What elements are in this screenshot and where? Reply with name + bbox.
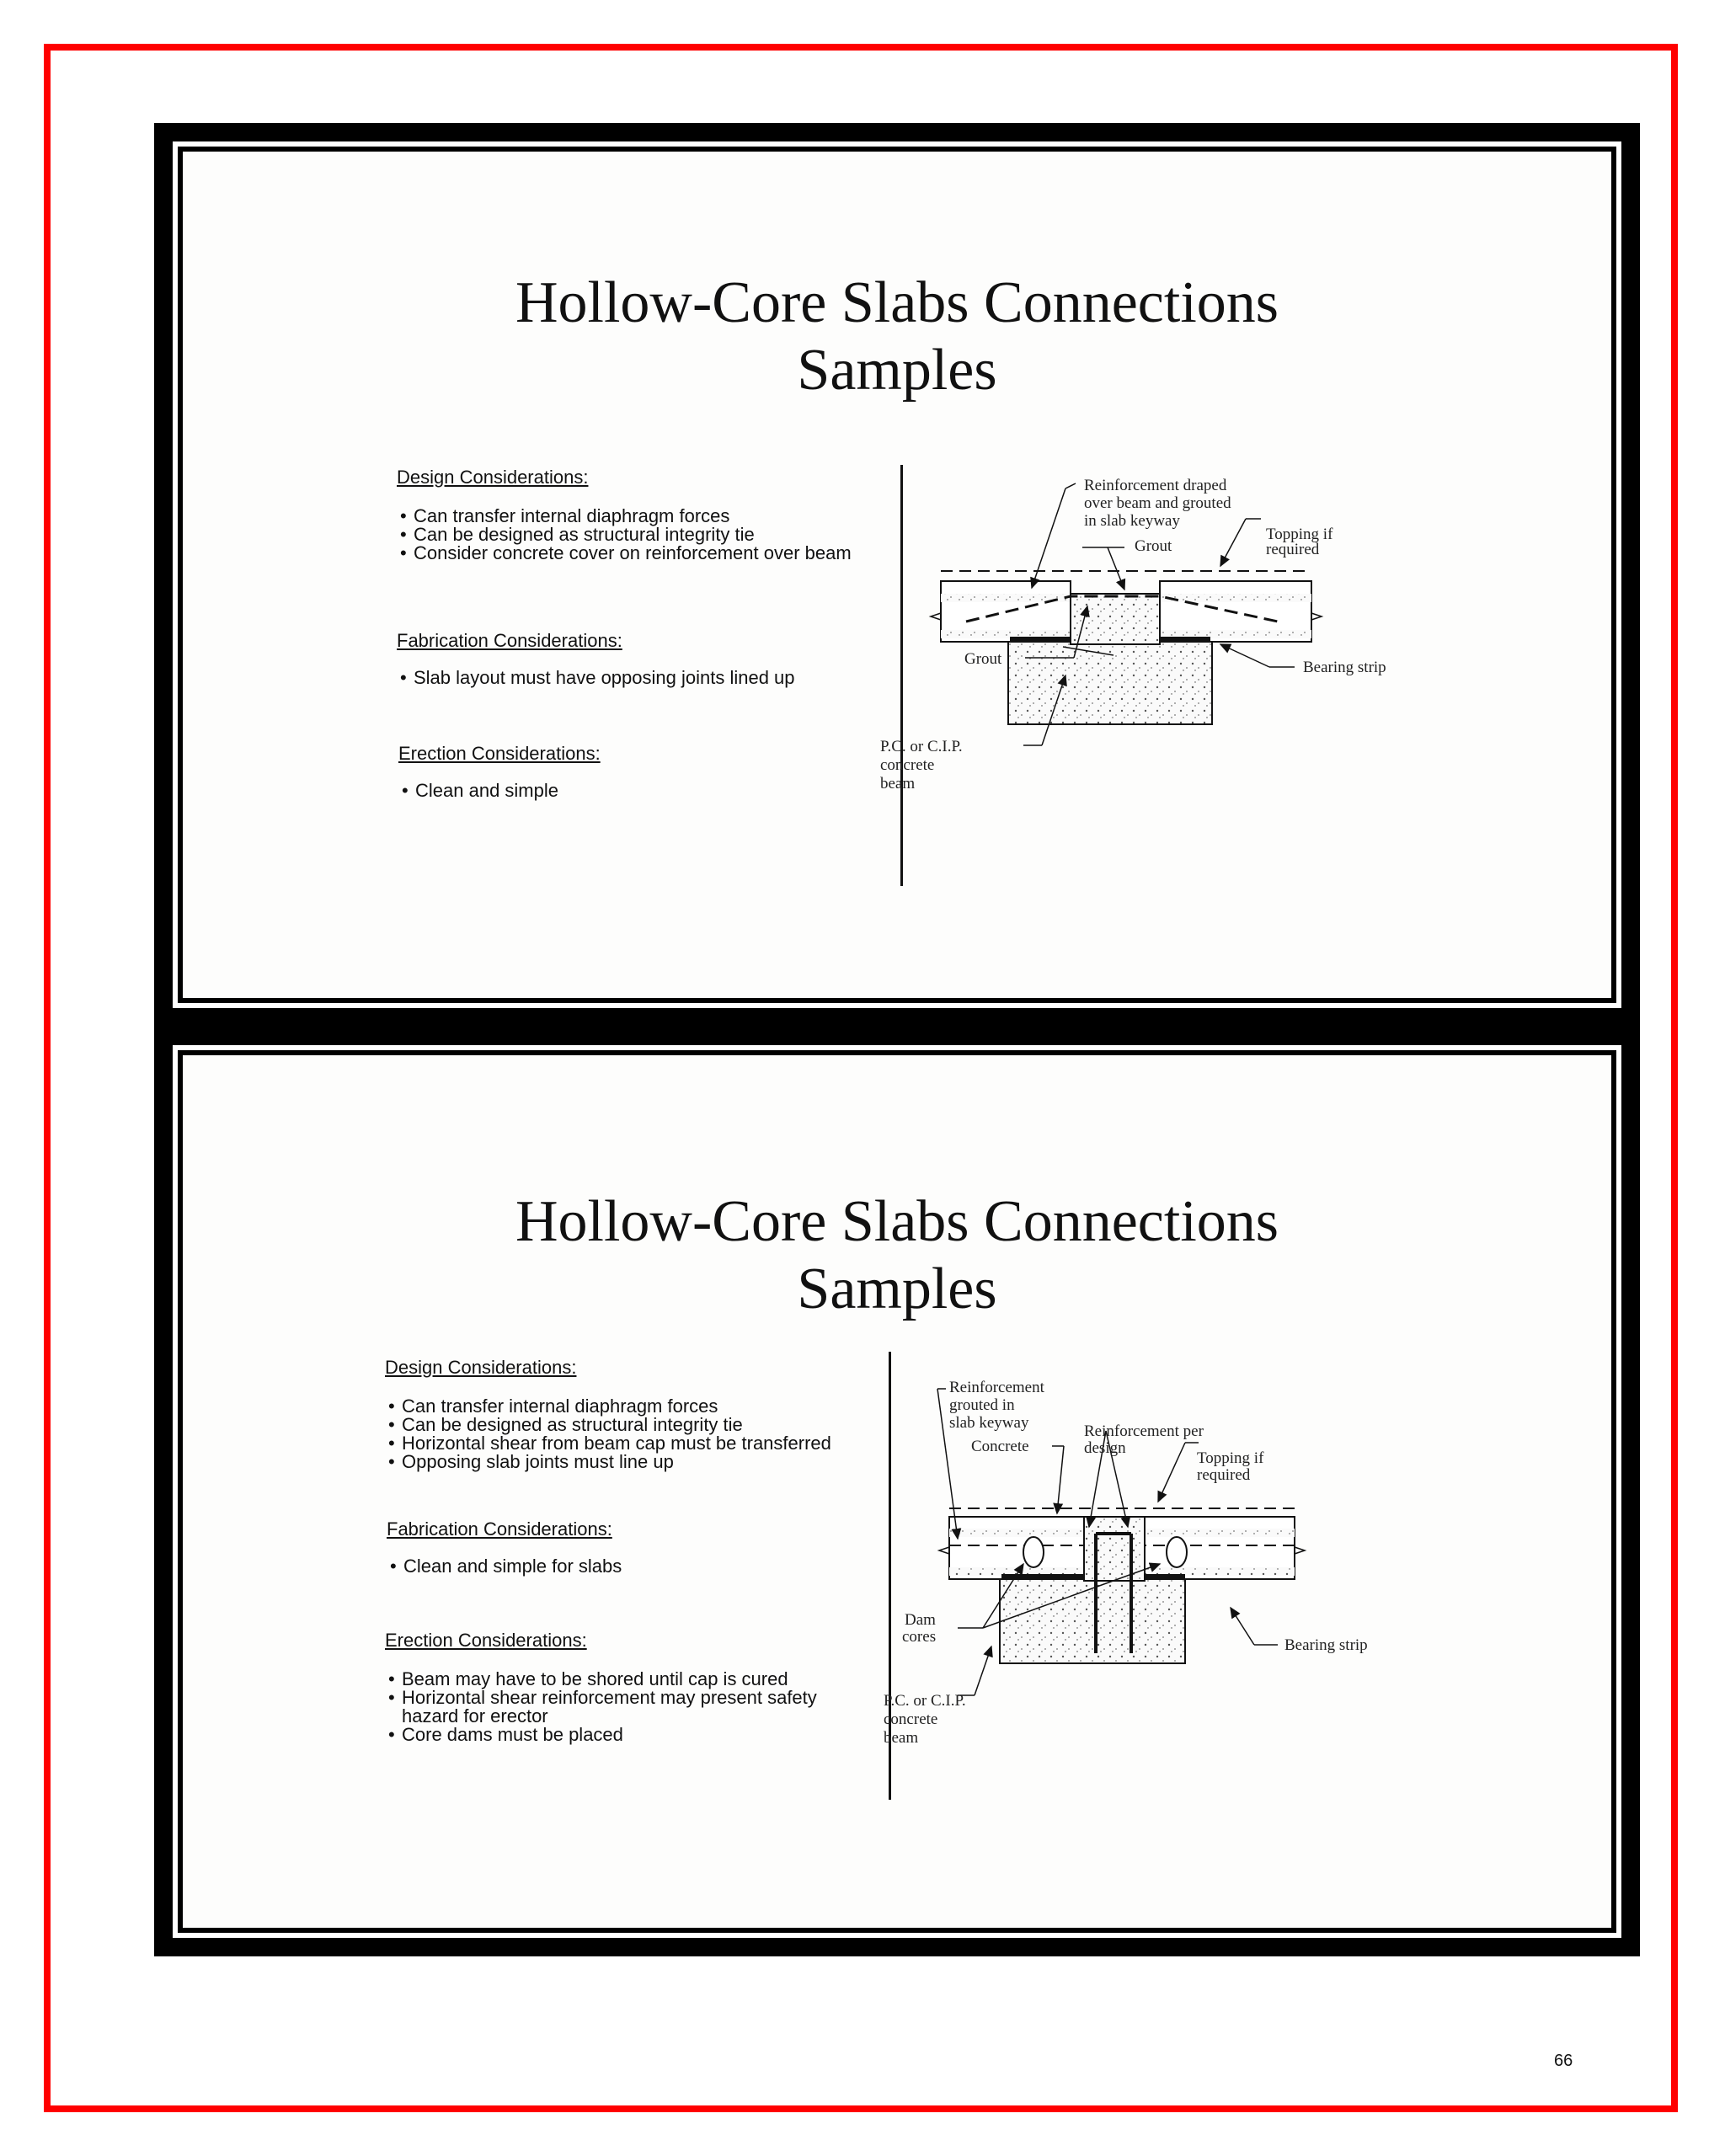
slide-1-title [183, 270, 1611, 404]
list-item: • Horizontal shear reinforcement may present safety hazard for erector [385, 1689, 840, 1726]
label-topping: required [1197, 1466, 1251, 1484]
concrete-beam [1000, 1579, 1185, 1663]
label-bearing-strip: Bearing strip [1303, 659, 1386, 676]
label-dam-cores: cores [902, 1628, 937, 1646]
page-number: 66 [1554, 2052, 1573, 2070]
design-heading: Design Considerations: [385, 1357, 577, 1378]
label-beam: P.C. or C.I.P. [884, 1692, 966, 1710]
fabrication-list [397, 669, 902, 687]
slide-2-design-section [385, 1357, 840, 1471]
dam-core [1023, 1537, 1044, 1567]
slide-2-title-line2: Samples [797, 1257, 997, 1321]
slide-1-content [183, 152, 1611, 998]
slide-2-erection-section [385, 1630, 840, 1744]
design-list [385, 1397, 840, 1471]
slide-2-title-line1: Hollow-Core Slabs Connections [515, 1189, 1279, 1254]
list-item: • Clean and simple [398, 782, 870, 800]
list-item: • Horizontal shear from beam cap must be transferred [385, 1434, 840, 1453]
slide-1 [154, 123, 1640, 1027]
label-reinforcement: over beam and grouted [1084, 494, 1231, 512]
list-item: • Beam may have to be shored until cap is cured [385, 1670, 840, 1689]
list-item: • Clean and simple for slabs [387, 1557, 858, 1576]
list-item: • Can be designed as structural integrity tie [385, 1416, 840, 1434]
label-bearing-strip: Bearing strip [1284, 1636, 1368, 1654]
slide-1-erection-section [398, 743, 870, 800]
label-reinforcement: Reinforcement draped [1084, 477, 1227, 494]
label-reinforcement: grouted in [949, 1396, 1015, 1414]
label-reinforcement-per-design: Reinforcement per [1084, 1422, 1204, 1440]
fabrication-list [387, 1557, 858, 1576]
erection-heading: Erection Considerations: [385, 1630, 587, 1651]
slide-1-connection-diagram [880, 472, 1413, 893]
label-grout-left: Grout [964, 650, 1002, 668]
list-item: • Core dams must be placed [385, 1726, 840, 1744]
label-reinforcement: Reinforcement [949, 1379, 1044, 1396]
label-beam: concrete [880, 756, 935, 774]
label-reinforcement-per-design: design [1084, 1439, 1126, 1457]
list-item: • Can be designed as structural integrity tie [397, 526, 868, 544]
erection-list [385, 1670, 840, 1744]
label-dam-cores: Dam [905, 1611, 936, 1629]
design-heading: Design Considerations: [397, 467, 589, 488]
list-item: • Consider concrete cover on reinforcement over beam [397, 544, 868, 563]
slide-2 [154, 1027, 1640, 1956]
label-topping: Topping if [1266, 526, 1333, 543]
label-reinforcement: in slab keyway [1084, 512, 1180, 530]
fabrication-heading: Fabrication Considerations: [387, 1518, 612, 1540]
erection-list [398, 782, 870, 800]
label-beam: concrete [884, 1710, 938, 1728]
label-grout-top: Grout [1135, 537, 1172, 555]
label-concrete: Concrete [971, 1438, 1029, 1455]
list-item: • Slab layout must have opposing joints lined up [397, 669, 902, 687]
list-item: • Opposing slab joints must line up [385, 1453, 840, 1471]
list-item: • Can transfer internal diaphragm forces [397, 507, 868, 526]
design-list [397, 507, 868, 563]
slide-2-fabrication-section [387, 1518, 858, 1576]
slide-1-title-line2: Samples [797, 338, 997, 403]
fabrication-heading: Fabrication Considerations: [397, 630, 622, 651]
erection-heading: Erection Considerations: [398, 743, 601, 764]
list-item: • Can transfer internal diaphragm forces [385, 1397, 840, 1416]
dam-core [1167, 1537, 1187, 1567]
slide-2-connection-diagram [884, 1358, 1413, 1780]
label-reinforcement: slab keyway [949, 1414, 1029, 1432]
label-topping: Topping if [1197, 1449, 1264, 1467]
slide-2-content [183, 1055, 1611, 1928]
label-beam: beam [884, 1729, 919, 1747]
slide-1-design-section [397, 467, 868, 563]
label-beam: beam [880, 775, 916, 792]
slide-2-title [183, 1188, 1611, 1323]
label-topping: required [1266, 541, 1320, 558]
slide-1-fabrication-section [397, 630, 902, 687]
label-beam: P.C. or C.I.P. [880, 738, 963, 755]
beam-cap [1084, 1517, 1145, 1581]
column-divider [900, 465, 903, 886]
slide-1-title-line1: Hollow-Core Slabs Connections [515, 270, 1279, 335]
